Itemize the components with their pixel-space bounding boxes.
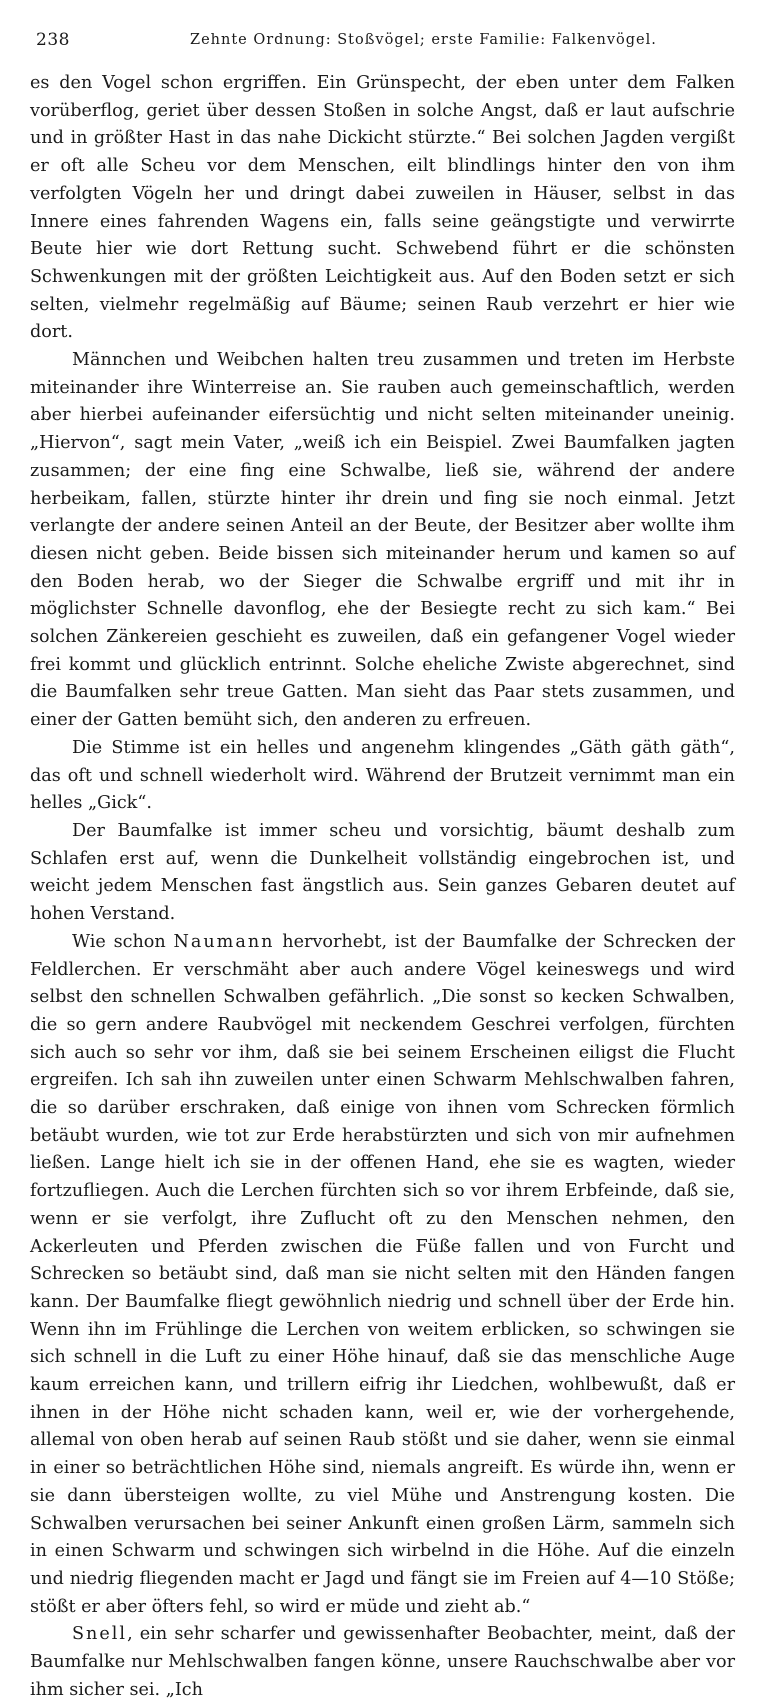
page-number: 238 [36, 30, 70, 50]
paragraph-text: es den Vogel schon ergriffen. Ein Grünspecht, der eben unter dem Falken vorüberflog, geriet über dessen Stoßen in solche Angst, daß er laut aufschrie und in größter Hast in das nahe Dickicht stürzte.“ Bei solchen Jagden vergißt er oft alle Scheu vor dem Menschen, eilt blindlings hinter den von ihm verfolgten Vögeln her und dringt dabei zuweilen in Häuser, selbst in das Innere eines fahrenden Wagens ein, falls seine geängstigte und verwirrte Beute hier wie dort Rettung sucht. Schwebend führt er die schönsten Schwenkungen mit der größten Leichtigkeit aus. Auf den Boden setzt er sich selten, vielmehr regelmäßig auf Bäume; seinen Raub verzehrt er hier wie dort. [30, 73, 735, 343]
page-header [30, 30, 735, 52]
paragraph-text: Die Stimme ist ein helles und angenehm klingendes „Gäth gäth gäth“, das oft und schnell wiederholt wird. Während der Brutzeit vernimmt man ein helles „Gick“. [30, 737, 735, 814]
paragraph-lead: Wie schon [72, 931, 174, 952]
paragraph [30, 347, 735, 735]
paragraph-text: Der Baumfalke ist immer scheu und vorsichtig, bäumt deshalb zum Schlafen erst auf, wenn die Dunkelheit vollständig eingebrochen ist, und weicht jedem Menschen fast ängstlich aus. Sein ganzes Gebaren deutet auf hohen Verstand. [30, 820, 735, 925]
paragraph [30, 929, 735, 1622]
paragraph [30, 818, 735, 929]
paragraph [30, 1621, 735, 1704]
paragraph-text: Männchen und Weibchen halten treu zusammen und treten im Herbste miteinander ihre Winterreise an. Sie rauben auch gemeinschaftlich, werden aber hierbei aufeinander eifersüchtig und nicht selten miteinander uneinig. „Hiervon“, sagt mein Vater, „weiß ich ein Beispiel. Zwei Baumfalken jagten zusammen; der eine fing eine Schwalbe, ließ sie, während der andere herbeikam, fallen, stürzte hinter ihr drein und fing sie noch einmal. Jetzt verlangte der andere seinen Anteil an der Beute, der Besitzer aber wollte ihm diesen nicht geben. Beide bissen sich miteinander herum und kamen so auf den Boden herab, wo der Sieger die Schwalbe ergriff und mit ihr in möglichster Schnelle davonflog, ehe der Besiegte recht zu sich kam.“ Bei solchen Zänkereien geschieht es zuweilen, daß ein gefangener Vogel wieder frei kommt und glücklich entrinnt. Solche eheliche Zwiste abgerechnet, sind die Baumfalken sehr treue Gatten. Man sieht das Paar stets zusammen, und einer der Gatten bemüht sich, den anderen zu erfreuen. [30, 350, 735, 731]
paragraph-text: , ein sehr scharfer und gewissenhafter Beobachter, meint, daß der Baumfalke nur Mehlschwalben fangen könne, unsere Rauchschwalbe aber vor ihm sicher sei. „Ich [30, 1624, 735, 1700]
running-title: Zehnte Ordnung: Stoßvögel; erste Familie: Falkenvögel. [190, 32, 657, 48]
paragraph [30, 735, 735, 818]
paragraph [30, 70, 735, 347]
author-name: Naumann [173, 931, 275, 952]
paragraph-text: hervorhebt, ist der Baumfalke der Schrecken der Feldlerchen. Er verschmäht aber auch andere Vögel keineswegs und wird selbst den schnellen Schwalben gefährlich. „Die sonst so kecken Schwalben, die so gern andere Raubvögel mit neckendem Geschrei verfolgen, fürchten sich auch so sehr vor ihm, daß sie bei seinem Erscheinen eiligst die Flucht ergreifen. Ich sah ihn zuweilen unter einen Schwarm Mehlschwalben fahren, die so darüber erschraken, daß einige von ihnen vom Schrecken förmlich betäubt wurden, wie tot zur Erde herabstürzten und sich von mir aufnehmen ließen. Lange hielt ich sie in der offenen Hand, ehe sie es wagten, wieder fortzufliegen. Auch die Lerchen fürchten sich so vor ihrem Erbfeinde, daß sie, wenn er sie verfolgt, ihre Zuflucht oft zu den Menschen nehmen, den Ackerleuten und Pferden zwischen die Füße fallen und von Furcht und Schrecken so betäubt sind, daß man sie nicht selten mit den Händen fangen kann. Der Baumfalke fliegt gewöhnlich niedrig und schnell über der Erde hin. Wenn ihn im Frühlinge die Lerchen von weitem erblicken, so schwingen sie sich schnell in die Luft zu einer Höhe hinauf, daß sie das menschliche Auge kaum erreichen kann, und trillern eifrig ihr Liedchen, wohlbewußt, daß er ihnen in der Höhe nicht schaden kann, weil er, wie der vorhergehende, allemal von oben herab auf seinen Raub stößt und sie daher, wenn sie einmal in einer so beträchtlichen Höhe sind, niemals angreift. Es würde ihn, wenn er sie dann übersteigen wollte, zu viel Mühe und Anstrengung kosten. Die Schwalben verursachen bei seiner Ankunft einen großen Lärm, sammeln sich in einen Schwarm und schwingen sich wirbelnd in die Höhe. Auf die einzeln und niedrig fliegenden macht er Jagd und fängt sie im Freien auf 4—10 Stöße; stößt er aber öfters fehl, so wird er müde und zieht ab.“ [30, 931, 736, 1617]
author-name: Snell [72, 1624, 128, 1645]
body-text [30, 70, 735, 1704]
